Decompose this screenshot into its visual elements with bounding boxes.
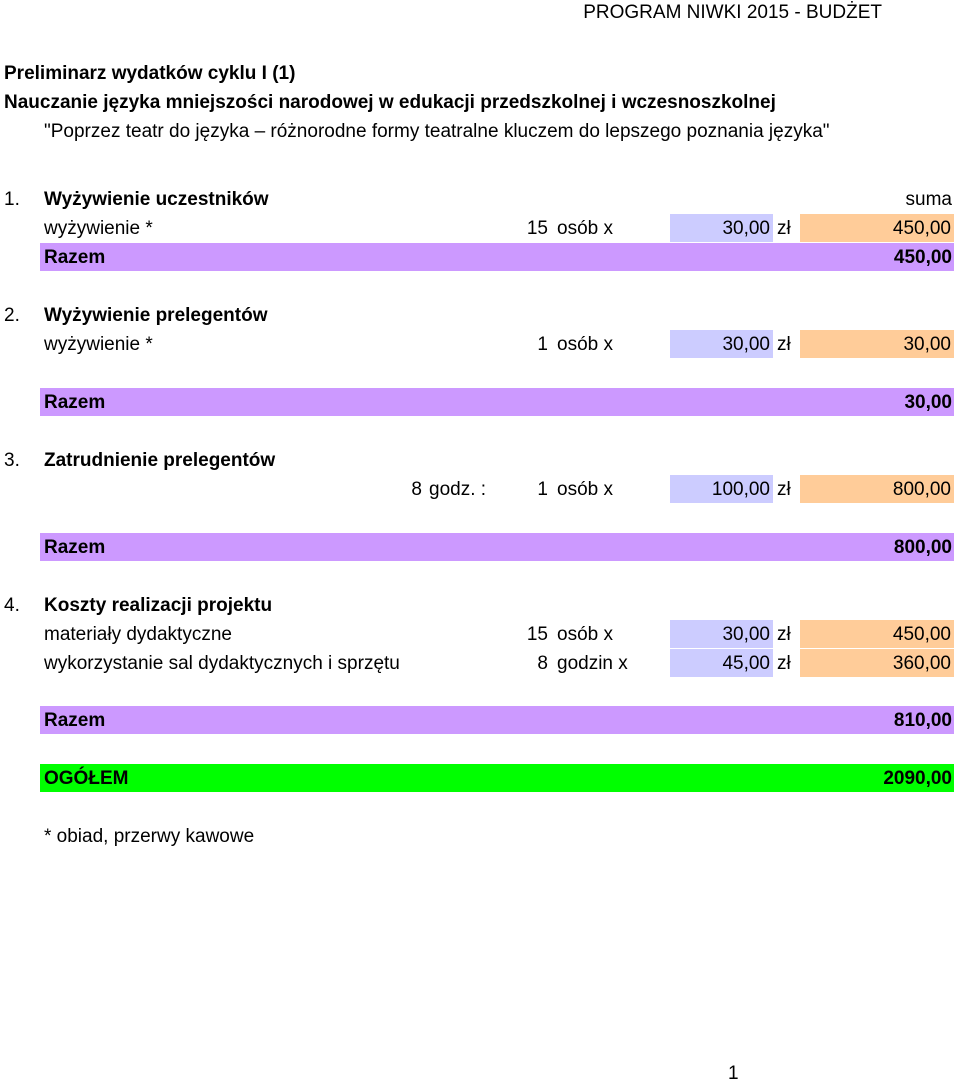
currency-label: zł (777, 334, 791, 355)
section-title: Zatrudnienie prelegentów (44, 450, 276, 471)
row-label: wykorzystanie sal dydaktycznych i sprzętu (44, 653, 400, 674)
currency-label: zł (777, 479, 791, 500)
total-band (40, 243, 954, 271)
row-price: 45,00 (722, 653, 770, 674)
document-subtitle: Nauczanie języka mniejszości narodowej w edukacji przedszkolnej i wczesnoszkolnej (4, 92, 776, 113)
page-number: 1 (728, 1063, 739, 1084)
section-total: 810,00 (893, 710, 952, 731)
document-title: Preliminarz wydatków cyklu I (1) (4, 63, 296, 84)
row-sum: 800,00 (892, 479, 951, 500)
row-sum: 450,00 (892, 624, 951, 645)
section-total: 450,00 (893, 247, 952, 268)
total-label: Razem (44, 710, 106, 731)
row-quantity: 1 (537, 334, 548, 355)
row-hours-unit: godz. : (429, 479, 487, 500)
section-title: Wyżywienie uczestników (44, 189, 269, 210)
row-quantity: 15 (526, 218, 548, 239)
row-hours: 8 (411, 479, 422, 500)
sum-column-header: suma (905, 189, 952, 210)
section-number: 2. (4, 305, 20, 326)
grand-total-label: OGÓŁEM (44, 768, 129, 789)
row-unit: godzin x (557, 653, 628, 674)
row-quantity: 1 (537, 479, 548, 500)
total-label: Razem (44, 247, 106, 268)
row-sum: 450,00 (892, 218, 951, 239)
row-price: 30,00 (722, 334, 770, 355)
row-unit: osób x (557, 218, 613, 239)
total-label: Razem (44, 537, 106, 558)
currency-label: zł (777, 624, 791, 645)
row-label: materiały dydaktyczne (44, 624, 232, 645)
row-price: 30,00 (722, 624, 770, 645)
row-price: 100,00 (711, 479, 770, 500)
total-label: Razem (44, 392, 106, 413)
document-header: PROGRAM NIWKI 2015 - BUDŻET (583, 2, 882, 23)
section-total: 30,00 (904, 392, 952, 413)
row-unit: osób x (557, 624, 613, 645)
section-number: 3. (4, 450, 20, 471)
total-band (40, 533, 954, 561)
row-sum: 360,00 (892, 653, 951, 674)
section-total: 800,00 (893, 537, 952, 558)
row-sum: 30,00 (903, 334, 951, 355)
footnote: * obiad, przerwy kawowe (44, 826, 255, 847)
project-name: "Poprzez teatr do języka – różnorodne formy teatralne kluczem do lepszego poznania języka" (44, 121, 830, 142)
row-unit: osób x (557, 479, 613, 500)
currency-label: zł (777, 218, 791, 239)
grand-total-band (40, 764, 954, 792)
currency-label: zł (777, 653, 791, 674)
grand-total-value: 2090,00 (883, 768, 952, 789)
row-quantity: 15 (526, 624, 548, 645)
total-band (40, 388, 954, 416)
row-unit: osób x (557, 334, 613, 355)
row-label: wyżywienie * (44, 218, 153, 239)
row-quantity: 8 (537, 653, 548, 674)
row-price: 30,00 (722, 218, 770, 239)
section-title: Koszty realizacji projektu (44, 595, 273, 616)
section-number: 1. (4, 189, 20, 210)
total-band (40, 706, 954, 734)
section-number: 4. (4, 595, 20, 616)
section-title: Wyżywienie prelegentów (44, 305, 268, 326)
row-label: wyżywienie * (44, 334, 153, 355)
